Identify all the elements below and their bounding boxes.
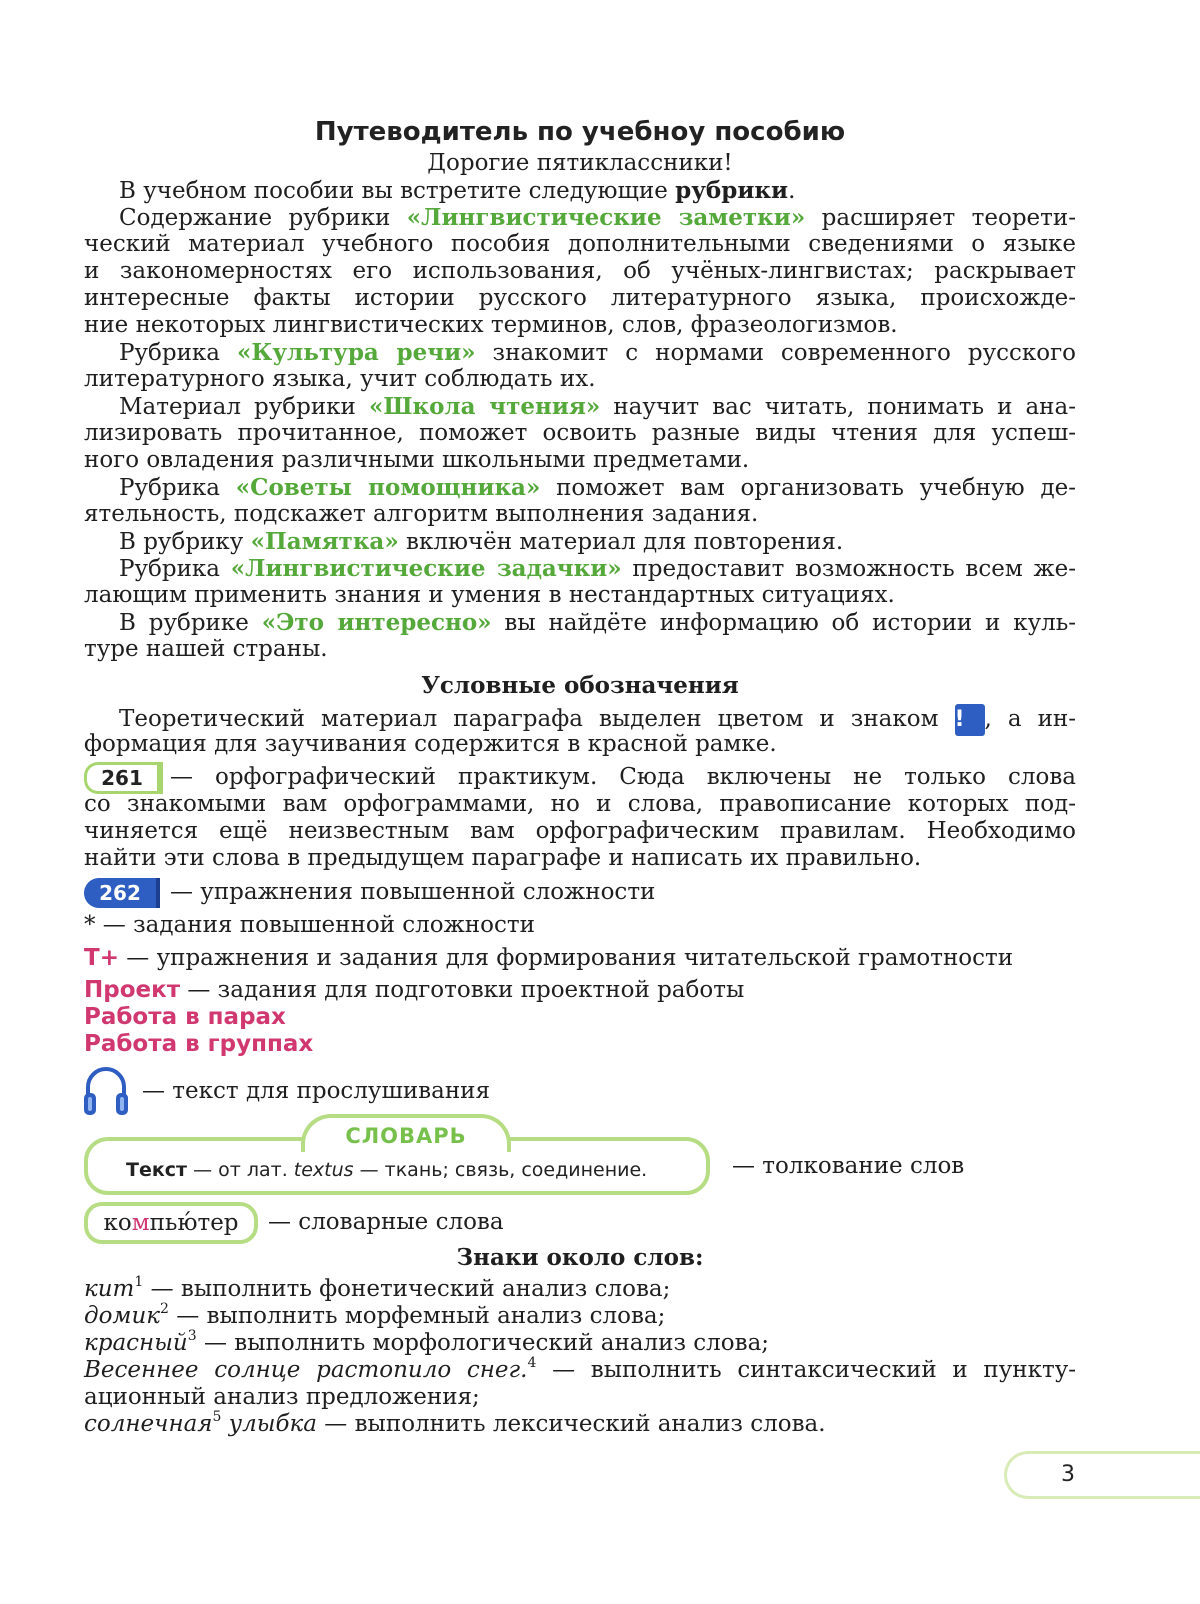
paragraph-line: и закономерностях его использования, об учёных-лингвистах; раскрывает: [84, 258, 1076, 284]
mark-line: [84, 1276, 1076, 1303]
marks-heading: Знаки около слов:: [456, 1244, 704, 1271]
intro-line: [119, 177, 1076, 204]
rubric-name: «Советы помощника»: [235, 474, 541, 501]
text: ко: [103, 1210, 132, 1236]
project-line: [84, 977, 1076, 1004]
text: Рубрика: [119, 556, 231, 582]
text: предоставит возможность всем же-: [621, 556, 1077, 582]
paragraph-line: [119, 204, 1076, 231]
latin-word: textus: [293, 1159, 354, 1181]
superscript: 1: [134, 1274, 144, 1290]
pairs-mark: Работа в парах: [84, 1004, 286, 1030]
superscript: 2: [160, 1301, 169, 1317]
audio-caption: — текст для прослушивания: [142, 1078, 490, 1104]
text: — выполнить фонетический анализ слова;: [143, 1276, 671, 1302]
paragraph-line: [119, 339, 1076, 366]
rubric-name: «Памятка»: [250, 528, 399, 555]
dictionary-entry: [126, 1156, 706, 1184]
superscript: 3: [187, 1328, 197, 1344]
paragraph-line: лизировать прочитанное, поможет освоить разные виды чтения для успеш-: [84, 420, 1076, 446]
project-mark: Проект: [84, 977, 181, 1003]
superscript: 5: [212, 1409, 222, 1425]
sample-word: домик: [84, 1303, 161, 1329]
paragraph-line: [119, 393, 1076, 420]
sample-word: кит: [84, 1276, 135, 1302]
text: — задания для подготовки проектной работы: [180, 977, 745, 1003]
superscript: 4: [527, 1355, 537, 1371]
sample-word: улыбка: [221, 1411, 317, 1437]
text: Теоретический материал параграфа выделен цветом и знаком: [119, 706, 955, 732]
text: Материал рубрики: [119, 394, 369, 420]
text: Рубрика: [119, 340, 238, 366]
rubric-name: «Культура речи»: [237, 339, 476, 366]
sample-sentence: Весеннее солнце растопило снег.: [84, 1357, 528, 1383]
text: — упражнения и задания для формирования читательской грамотности: [118, 945, 1014, 971]
vocabulary-caption: — словарные слова: [268, 1209, 504, 1235]
text: научит вас читать, понимать и ана-: [600, 394, 1076, 420]
paragraph-line: — упражнения повышенной сложности: [170, 879, 656, 905]
text: включён материал для повторения.: [398, 529, 844, 555]
page-number-tab: [1004, 1451, 1200, 1499]
vocabulary-word-box: [84, 1202, 258, 1244]
mark-line: [84, 1330, 1076, 1357]
paragraph-line: интересные факты истории русского литературного языка, происхожде-: [84, 285, 1076, 311]
theory-line: [119, 704, 1076, 731]
highlighted-letter: м: [131, 1210, 150, 1236]
exclamation-icon: !: [955, 704, 985, 736]
legend-heading: Условные обозначения: [421, 672, 739, 699]
text: — выполнить морфемный анализ слова;: [168, 1303, 666, 1329]
paragraph-line: лающим применить знания и умения в нестандартных ситуациях.: [84, 582, 895, 608]
greeting: Дорогие пятиклассники!: [427, 150, 733, 176]
paragraph-line: со знакомыми вам орфограммами, но и слова, правописание которых под-: [84, 791, 1076, 817]
paragraph-line: формация для заучивания содержится в красной рамке.: [84, 731, 777, 757]
paragraph-line: [119, 555, 1076, 582]
mark-line: [84, 1411, 1076, 1438]
text: — выполнить лексический анализ слова.: [316, 1411, 826, 1437]
intro-text: В учебном пособии вы встретите следующие: [119, 178, 676, 204]
rubric-name: «Лингвистические задачки»: [230, 555, 622, 582]
text: — выполнить синтаксический и пункту-: [536, 1357, 1076, 1383]
text: В рубрику: [119, 529, 251, 555]
text: поможет вам организовать учебную де-: [540, 475, 1076, 501]
paragraph-line: туре нашей страны.: [84, 636, 328, 662]
tplus-line: [84, 945, 1076, 972]
paragraph-line: чиняется ещё неизвестным вам орфографическим правилам. Необходимо: [84, 818, 1076, 844]
rubric-name: «Лингвистические заметки»: [406, 204, 806, 231]
paragraph-line: ного овладения различными школьными предметами.: [84, 447, 750, 473]
tplus-mark: Т+: [84, 945, 119, 971]
mark-line: [84, 1357, 1076, 1384]
text: знакомит с нормами современного русского: [475, 340, 1076, 366]
paragraph-line: — орфографический практикум. Сюда включены не только слова: [170, 764, 1076, 790]
paragraph-line: ационный анализ предложения;: [84, 1384, 480, 1410]
text: пью́тер: [149, 1210, 239, 1236]
dictionary-tab: СЛОВАРЬ: [301, 1114, 511, 1152]
text: — ткань; связь, соединение.: [353, 1159, 648, 1181]
paragraph-line: [119, 609, 1076, 636]
page-title: Путеводитель по учебноу пособию: [314, 117, 846, 147]
sample-word: красный: [84, 1330, 188, 1356]
paragraph-line: ятельность, подскажет алгоритм выполнения задания.: [84, 501, 759, 527]
intro-bold: рубрики: [675, 177, 789, 204]
star-line: * — задания повышенной сложности: [84, 912, 535, 938]
text: Содержание рубрики: [119, 205, 407, 231]
dictionary-caption: — толкование слов: [732, 1153, 965, 1179]
rubric-name: «Школа чтения»: [368, 393, 601, 420]
text: — выполнить морфологический анализ слова;: [196, 1330, 770, 1356]
text: , а ин-: [984, 706, 1076, 732]
groups-mark: Работа в группах: [84, 1031, 314, 1057]
paragraph-line: [119, 474, 1076, 501]
mark-line: [84, 1303, 1076, 1330]
intro-end: .: [788, 178, 796, 204]
paragraph-line: ние некоторых лингвистических терминов, слов, фразеологизмов.: [84, 312, 898, 338]
page-number: 3: [1061, 1462, 1075, 1487]
paragraph-line: литературного языка, учит соблюдать их.: [84, 366, 596, 392]
paragraph-line: найти эти слова в предыдущем параграфе и написать их правильно.: [84, 845, 922, 871]
paragraph-line: [119, 528, 1076, 555]
dictionary-word: Текст: [126, 1159, 188, 1181]
text: — от лат.: [187, 1159, 294, 1181]
text: вы найдёте информацию об истории и куль-: [491, 610, 1077, 636]
text: В рубрике: [119, 610, 262, 636]
rubric-name: «Это интересно»: [261, 609, 492, 636]
text: расширяет теорети-: [805, 205, 1076, 231]
exercise-badge-261: 261: [84, 762, 163, 794]
text: Рубрика: [119, 475, 236, 501]
sample-word: солнечная: [84, 1411, 213, 1437]
paragraph-line: ческий материал учебного пособия дополнительными сведениями о языке: [84, 231, 1076, 257]
exercise-badge-262: 262: [84, 878, 160, 908]
headphones-icon: [82, 1063, 130, 1117]
